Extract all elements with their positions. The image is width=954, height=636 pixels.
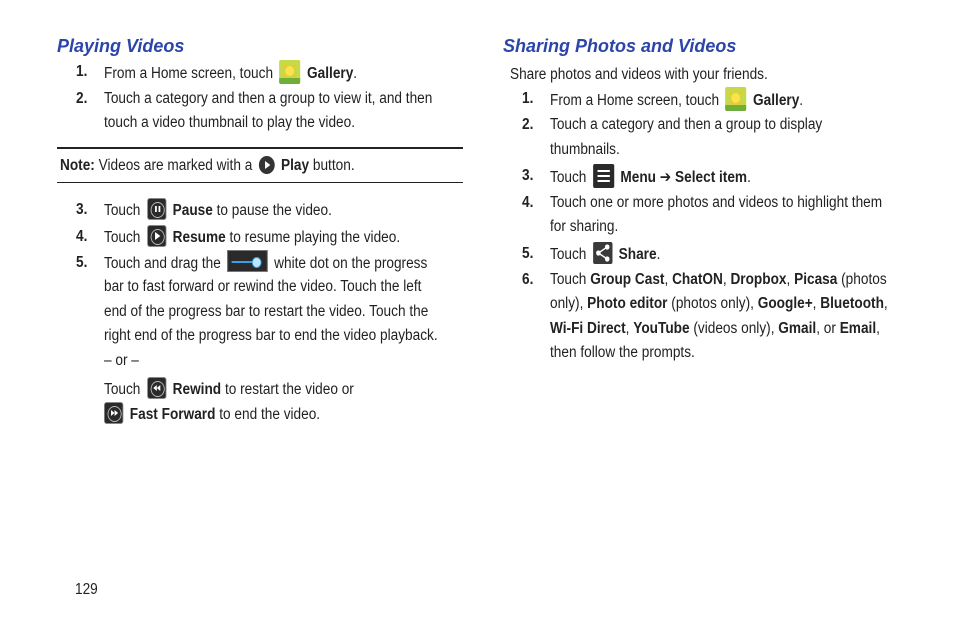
rewind-icon (147, 377, 166, 399)
page-number: 129 (75, 581, 98, 598)
rewind-text: Touch Rewind to restart the video or (104, 379, 354, 401)
step-text: thumbnails. (550, 141, 620, 158)
step-number: 4. (522, 194, 534, 211)
step-text: touch a video thumbnail to play the video. (104, 114, 355, 131)
note-text: Note: Videos are marked with a Play button. (60, 157, 355, 174)
gallery-icon (725, 87, 746, 111)
pause-icon (147, 198, 166, 220)
step-text: Wi-Fi Direct, YouTube (videos only), Gmail, or Email, (550, 320, 880, 337)
step-number: 5. (76, 254, 88, 271)
step-text: Touch a category and then a group to view it, and then (104, 90, 433, 107)
step-number: 1. (522, 90, 534, 107)
step-number: 2. (76, 90, 88, 107)
step-text: Touch Resume to resume playing the video. (104, 227, 400, 249)
intro-text: Share photos and videos with your friends. (510, 66, 768, 83)
resume-icon (147, 225, 166, 247)
step-text: From a Home screen, touch Gallery. (104, 62, 357, 86)
step-text: From a Home screen, touch Gallery. (550, 89, 803, 113)
step-text: Touch Menu ➔ Select item. (550, 166, 751, 190)
menu-icon (593, 164, 614, 188)
step-number: 2. (522, 116, 534, 133)
share-icon (593, 242, 612, 264)
step-text: Touch a category and then a group to display (550, 116, 823, 133)
step-text: for sharing. (550, 218, 619, 235)
step-text: end of the progress bar to restart the video. Touch the (104, 303, 429, 320)
gallery-icon (279, 60, 300, 84)
progress-dot-icon (227, 250, 267, 272)
step-text: only), Photo editor (photos only), Google+, Bluetooth, (550, 295, 888, 312)
step-text: Touch Share. (550, 244, 660, 266)
step-text: Touch one or more photos and videos to highlight them (550, 194, 883, 211)
or-separator: – or – (104, 352, 139, 369)
step-number: 1. (76, 63, 88, 80)
step-text: Touch Pause to pause the video. (104, 200, 332, 222)
step-text: Touch and drag the white dot on the progress (104, 253, 427, 275)
step-text: Touch Group Cast, ChatON, Dropbox, Picasa (photos (550, 271, 887, 288)
step-text: right end of the progress bar to end the video playback. (104, 327, 438, 344)
note-bottom-rule (57, 182, 463, 183)
step-number: 3. (522, 167, 534, 184)
heading-playing-videos: Playing Videos (57, 36, 185, 56)
step-number: 5. (522, 245, 534, 262)
step-text: then follow the prompts. (550, 344, 695, 361)
note-top-rule (57, 147, 463, 149)
heading-sharing-photos-videos: Sharing Photos and Videos (503, 36, 737, 56)
step-number: 6. (522, 271, 534, 288)
fast-forward-text: Fast Forward to end the video. (104, 404, 320, 426)
step-number: 4. (76, 228, 88, 245)
step-number: 3. (76, 201, 88, 218)
fast-forward-icon (104, 402, 123, 424)
play-icon (259, 156, 275, 174)
step-text: bar to fast forward or rewind the video. Touch the left (104, 278, 422, 295)
